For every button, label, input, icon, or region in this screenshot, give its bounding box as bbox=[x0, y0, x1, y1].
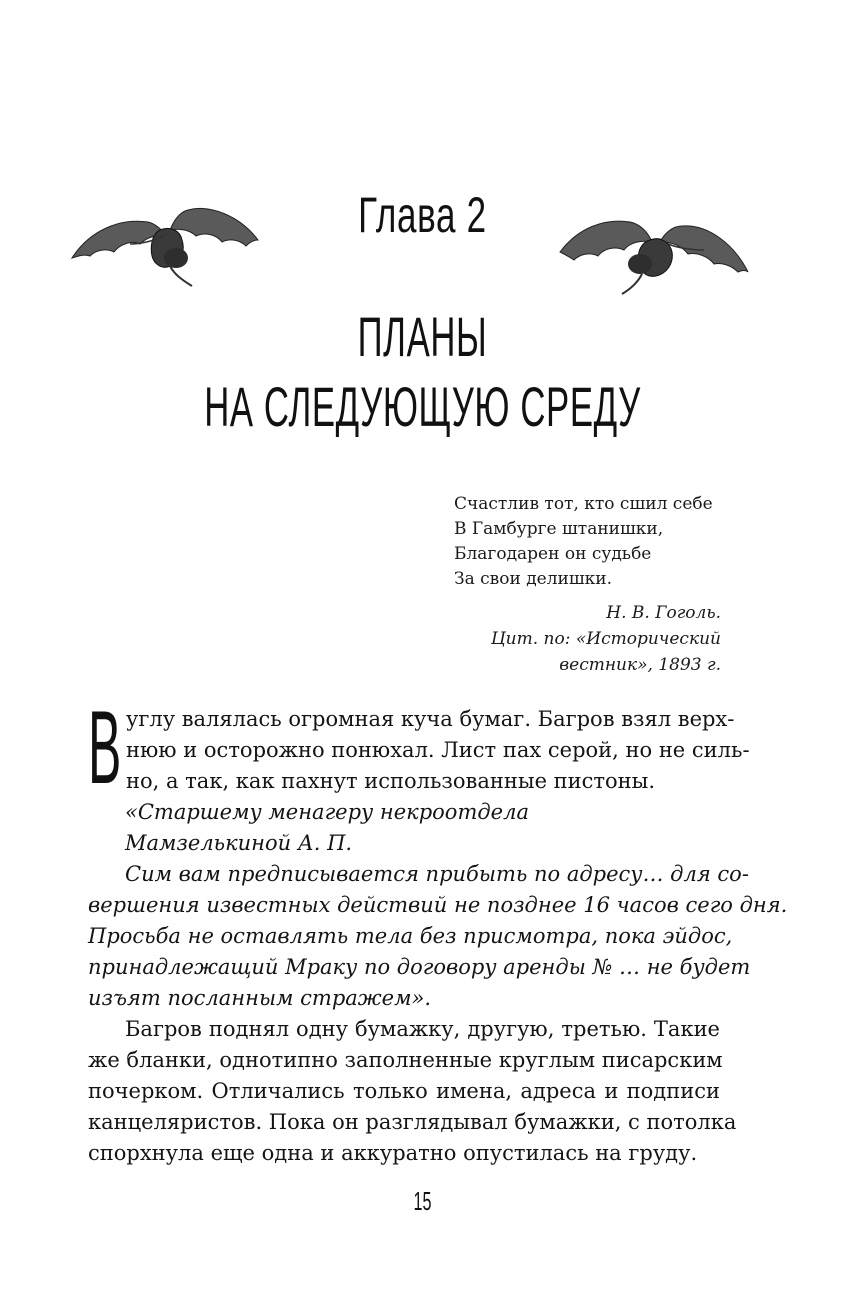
body-line: углу валялась огромная куча бумаг. Багров взял верх- bbox=[126, 707, 735, 731]
body-line: Сим вам предписывается прибыть по адресу… для со- bbox=[125, 862, 749, 886]
chapter-title bbox=[161, 302, 685, 442]
epigraph-line: Благодарен он судьбе bbox=[454, 544, 652, 564]
attribution-line: Н. В. Гоголь. bbox=[606, 603, 721, 623]
epigraph-attribution bbox=[401, 600, 721, 678]
body-line: Просьба не оставлять тела без присмотра, пока эйдос, bbox=[88, 924, 733, 948]
chapter-title-line: НА СЛЕДУЮЩУЮ СРЕДУ bbox=[204, 375, 641, 438]
body-line: Мамзелькиной А. П. bbox=[125, 831, 353, 855]
epigraph-line: За свои делишки. bbox=[454, 569, 613, 589]
page-number: 15 bbox=[413, 1186, 432, 1216]
body-line: же бланки, однотипно заполненные круглым писарским bbox=[88, 1048, 723, 1072]
attribution-line: Цит. по: «Исторический bbox=[490, 629, 721, 649]
epigraph bbox=[454, 492, 744, 592]
body-text bbox=[88, 704, 788, 1169]
body-line: изъят посланным стражем». bbox=[88, 986, 432, 1010]
chapter-label: Глава 2 bbox=[358, 187, 487, 243]
chapter-title-line: ПЛАНЫ bbox=[357, 305, 488, 368]
body-line: Багров поднял одну бумажку, другую, третью. Такие bbox=[125, 1017, 720, 1041]
body-line: принадлежащий Мраку по договору аренды № … не будет bbox=[88, 955, 751, 979]
body-line: спорхнула еще одна и аккуратно опустилась на груду. bbox=[88, 1141, 698, 1165]
body-line: «Старшему менагеру некроотдела bbox=[125, 800, 529, 824]
attribution-line: вестник», 1893 г. bbox=[559, 655, 721, 675]
epigraph-line: Счастлив тот, кто сшил себе bbox=[454, 494, 713, 514]
body-line: канцеляристов. Пока он разглядывал бумажки, с потолка bbox=[88, 1110, 737, 1134]
body-line: почерком. Отличались только имена, адреса и подписи bbox=[88, 1079, 720, 1103]
epigraph-line: В Гамбурге штанишки, bbox=[454, 519, 664, 539]
body-line: нюю и осторожно понюхал. Лист пах серой, но не силь- bbox=[126, 738, 750, 762]
body-line: вершения известных действий не позднее 16 часов сего дня. bbox=[88, 893, 788, 917]
body-line: но, а так, как пахнут использованные пистоны. bbox=[126, 769, 656, 793]
drop-cap: В bbox=[88, 690, 122, 806]
